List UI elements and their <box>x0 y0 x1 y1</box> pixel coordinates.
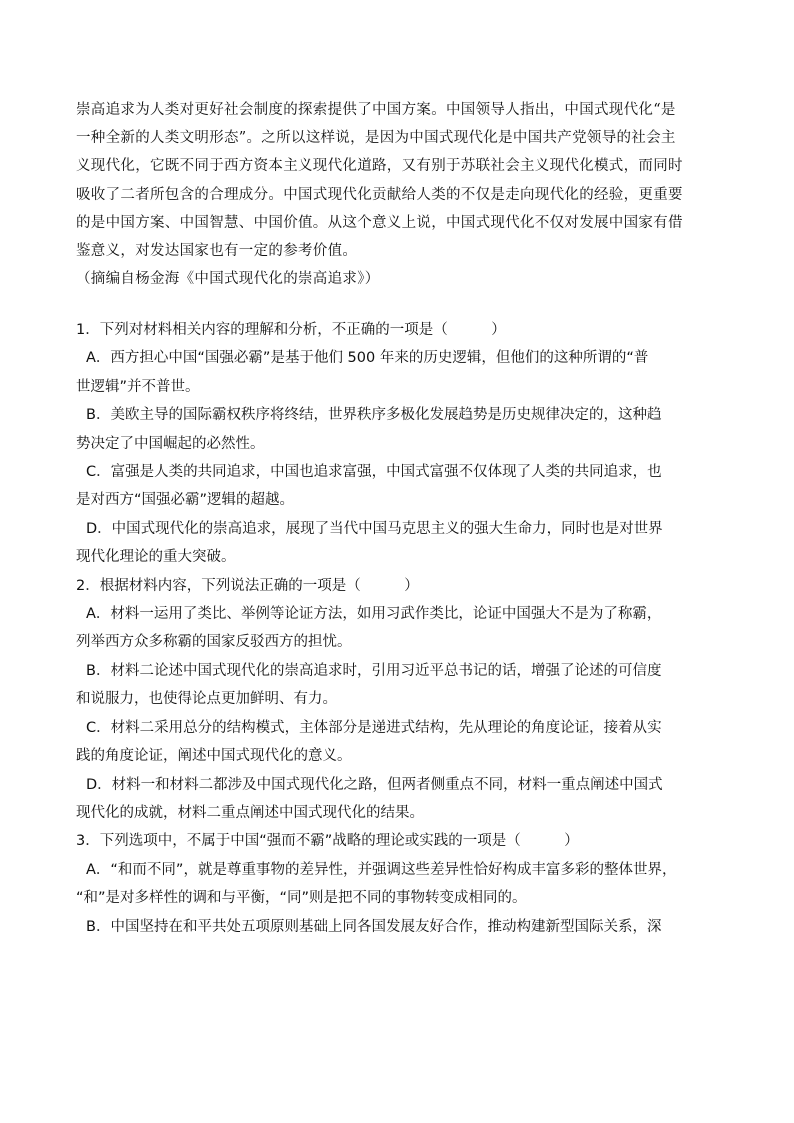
passage-line: 崇高追求为人类对更好社会制度的探索提供了中国方案。中国领导人指出，中国式现代化“是 <box>76 102 676 118</box>
option-line: 世逻辑”并不普世。 <box>76 378 200 395</box>
option-line: C．富强是人类的共同追求，中国也追求富强，中国式富强不仅体现了人类的共同追求，也 <box>86 464 662 481</box>
option-a[interactable] <box>76 856 722 913</box>
option-line: D．中国式现代化的崇高追求，展现了当代中国马克思主义的强大生命力，同时也是对世界 <box>86 520 663 537</box>
question-list <box>76 316 722 941</box>
option-line: 现代化理论的重大突破。 <box>76 549 236 566</box>
option-line: B．美欧主导的国际霸权秩序将终结，世界秩序多极化发展趋势是历史规律决定的，这种趋 <box>86 407 662 424</box>
option-line: 和说服力，也使得论点更加鲜明、有力。 <box>76 691 337 708</box>
reading-passage <box>76 96 722 293</box>
option-line: 践的角度论证，阐述中国式现代化的意义。 <box>76 748 352 765</box>
question-stem: 2．根据材料内容，下列说法正确的一项是（ ） <box>76 577 419 594</box>
option-line: D．材料一和材料二都涉及中国式现代化之路，但两者侧重点不同，材料一重点阐述中国式 <box>86 776 663 793</box>
question-stem: 1．下列对材料相关内容的理解和分析，不正确的一项是（ ） <box>76 322 506 338</box>
option-line: 是对西方“国强必霸”逻辑的超越。 <box>76 492 295 509</box>
option-line: “和”是对多样性的调和与平衡，“同”则是把不同的事物转变成相同的。 <box>76 890 527 907</box>
option-b[interactable] <box>76 913 722 941</box>
option-line: A．西方担心中国“国强必霸”是基于他们 500 年来的历史逻辑，但他们的这种所谓的“普 <box>86 350 649 367</box>
option-line: B．材料二论述中国式现代化的崇高追求时，引用习近平总书记的话，增强了论述的可信度 <box>86 662 662 679</box>
option-d[interactable] <box>76 771 722 828</box>
option-c[interactable] <box>76 714 722 771</box>
option-line: A．“和而不同”，就是尊重事物的差异性，并强调这些差异性恰好构成丰富多彩的整体世界， <box>86 861 677 878</box>
passage-line: 的是中国方案、中国智慧、中国价值。从这个意义上说，中国式现代化不仅对发展中国家有借 <box>76 214 683 231</box>
passage-line: 义现代化，它既不同于西方资本主义现代化道路，又有别于苏联社会主义现代化模式，而同时 <box>76 158 683 175</box>
passage-line: 鉴意义，对发达国家也有一定的参考价值。 <box>76 243 358 260</box>
option-line: 现代化的成就，材料二重点阐述中国式现代化的结果。 <box>76 804 424 821</box>
passage-line: 一种全新的人类文明形态”。之所以这样说，是因为中国式现代化是中国共产党领导的社会主 <box>76 130 676 147</box>
option-b[interactable] <box>76 657 722 714</box>
option-line: 势决定了中国崛起的必然性。 <box>76 435 265 452</box>
question-stem: 3．下列选项中，不属于中国“强而不霸”战略的理论或实践的一项是（ ） <box>76 833 579 850</box>
option-d[interactable] <box>76 515 722 572</box>
option-c[interactable] <box>76 458 722 515</box>
passage-line: 吸收了二者所包含的合理成分。中国式现代化贡献给人类的不仅是走向现代化的经验，更重要 <box>76 186 683 203</box>
option-line: A．材料一运用了类比、举例等论证方法，如用习武作类比，论证中国强大不是为了称霸， <box>86 606 662 623</box>
option-line: B．中国坚持在和平共处五项原则基础上同各国发展友好合作，推动构建新型国际关系，深 <box>86 918 662 935</box>
option-line: 列举西方众多称霸的国家反驳西方的担忧。 <box>76 634 352 651</box>
option-line: C．材料二采用总分的结构模式，主体部分是递进式结构，先从理论的角度论证，接着从实 <box>86 719 662 736</box>
option-a[interactable] <box>76 600 722 657</box>
option-b[interactable] <box>76 401 722 458</box>
option-a[interactable] <box>76 344 722 401</box>
passage-source: （摘编自杨金海《中国式现代化的崇高追求》） <box>76 271 380 288</box>
